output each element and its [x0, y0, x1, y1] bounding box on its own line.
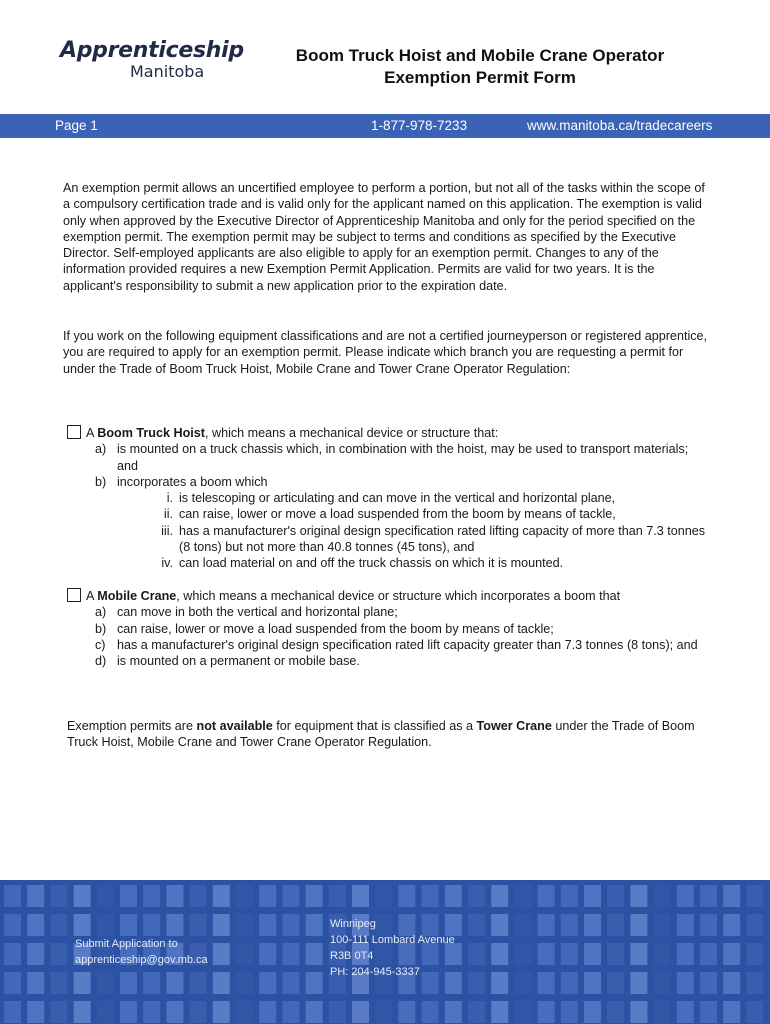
instruction-paragraph: If you work on the following equipment classifications and are not a certified journeyperson or registered apprentice, you are required to apply for an exemption permit. Please indicate which branch you are requesting a permit for under the Trade of Boom Truck Hoist, Mobile Crane and Tower Crane Operator Regulation:: [63, 329, 708, 376]
tower-crane-note: [67, 718, 717, 751]
sub-list-item: [157, 490, 707, 506]
list-marker: c): [95, 637, 106, 652]
list-item: [95, 621, 707, 637]
address-phone: PH: 204-945-3337: [330, 966, 420, 978]
note-emphasis: not available: [196, 719, 273, 733]
list-marker: iv.: [161, 556, 173, 571]
sub-list-item: [157, 506, 707, 522]
sub-list-item: [157, 555, 707, 571]
list-item: [95, 637, 707, 653]
option-description: , which means a mechanical device or structure that:: [204, 426, 499, 440]
list-item-text: can raise, lower or move a load suspended from the boom by means of tackle;: [117, 621, 554, 636]
note-text: for equipment that is classified as a: [272, 719, 477, 733]
submit-info: [75, 936, 208, 968]
form-title-line-1: Boom Truck Hoist and Mobile Crane Operator: [295, 46, 665, 65]
option-description: , which means a mechanical device or structure which incorporates a boom that: [176, 589, 621, 603]
list-item-text: has a manufacturer's original design specification rated lifting capacity of more than 7.3 tonnes (8 tons) but not more than 40.8 tonnes (45 tons), and: [179, 523, 706, 555]
list-item-text: can load material on and off the truck chassis on which it is mounted.: [179, 556, 564, 571]
mobile-crane-label: Mobile Crane: [97, 589, 177, 603]
option-prefix: A: [86, 589, 98, 603]
list-item-text: incorporates a boom which: [117, 474, 268, 489]
list-item-text: is mounted on a permanent or mobile base.: [117, 654, 360, 669]
option-prefix: A: [86, 426, 98, 440]
mobile-crane-checkbox[interactable]: [67, 588, 81, 602]
form-title-line-2: Exemption Permit Form: [384, 68, 576, 87]
phone-number: 1-877-978-7233: [371, 118, 468, 133]
list-marker: d): [95, 654, 107, 669]
mobile-crane-option: [67, 588, 707, 669]
submit-email-link[interactable]: apprenticeship@gov.mb.ca: [75, 954, 208, 966]
website-link[interactable]: www.manitoba.ca/tradecareers: [527, 118, 713, 133]
list-marker: ii.: [163, 507, 173, 522]
address-postal-code: R3B 0T4: [330, 950, 374, 962]
boom-truck-hoist-label: Boom Truck Hoist: [97, 426, 205, 440]
list-marker: b): [95, 474, 107, 489]
list-item-text: can raise, lower or move a load suspended from the boom by means of tackle,: [179, 507, 616, 522]
logo-line-1: Apprenticeship: [60, 38, 244, 63]
apprenticeship-manitoba-logo: [60, 38, 260, 80]
page-number: Page 1: [55, 118, 98, 133]
footer-banner: [0, 880, 770, 1024]
boom-truck-hoist-option: [67, 425, 707, 572]
logo-line-2: Manitoba: [130, 62, 205, 81]
boom-truck-hoist-checkbox[interactable]: [67, 425, 81, 439]
list-item-text: is mounted on a truck chassis which, in combination with the hoist, may be used to transport materials; and: [117, 442, 689, 473]
header-info-bar: [0, 114, 770, 138]
list-marker: i.: [166, 491, 173, 506]
note-text: Exemption permits are: [67, 719, 197, 733]
office-address: [330, 916, 455, 980]
note-text: under the Trade of Boom Truck Hoist, Mobile Crane and Tower Crane Operator Regulation.: [67, 719, 695, 750]
list-item: [95, 441, 707, 474]
list-item: [95, 653, 707, 669]
list-marker: a): [95, 605, 107, 620]
list-item-text: is telescoping or articulating and can move in the vertical and horizontal plane,: [179, 491, 616, 506]
submit-label: Submit Application to: [75, 938, 178, 950]
sub-list-item: [157, 523, 707, 556]
intro-paragraph: An exemption permit allows an uncertified employee to perform a portion, but not all of the tasks within the scope of a compulsory certification trade and is valid only for the applicant named on this application. The exemption is valid only when approved by the Executive Director of Apprenticeship Manitoba and only for the period specified on the exemption permit. The exemption permit may be subject to terms and conditions as specified by the Executive Director. Self-employed applicants are also eligible to apply for an exemption permit. Changes to any of the information provided requires a new Exemption Permit Application. Permits are valid for two years. It is the applicant's responsibility to submit a new application prior to the expiration date.: [63, 181, 705, 293]
address-street: 100-111 Lombard Avenue: [330, 934, 455, 946]
note-emphasis: Tower Crane: [476, 719, 552, 733]
list-item-text: can move in both the vertical and horizontal plane;: [117, 605, 398, 620]
list-marker: iii.: [161, 523, 173, 538]
list-marker: b): [95, 621, 107, 636]
list-item: [95, 604, 707, 620]
form-title: [270, 45, 690, 89]
address-city: Winnipeg: [330, 918, 376, 930]
list-item-text: has a manufacturer's original design specification rated lift capacity greater than 7.3 tonnes (8 tons); and: [117, 637, 698, 652]
list-marker: a): [95, 442, 107, 457]
list-item: [95, 474, 707, 572]
